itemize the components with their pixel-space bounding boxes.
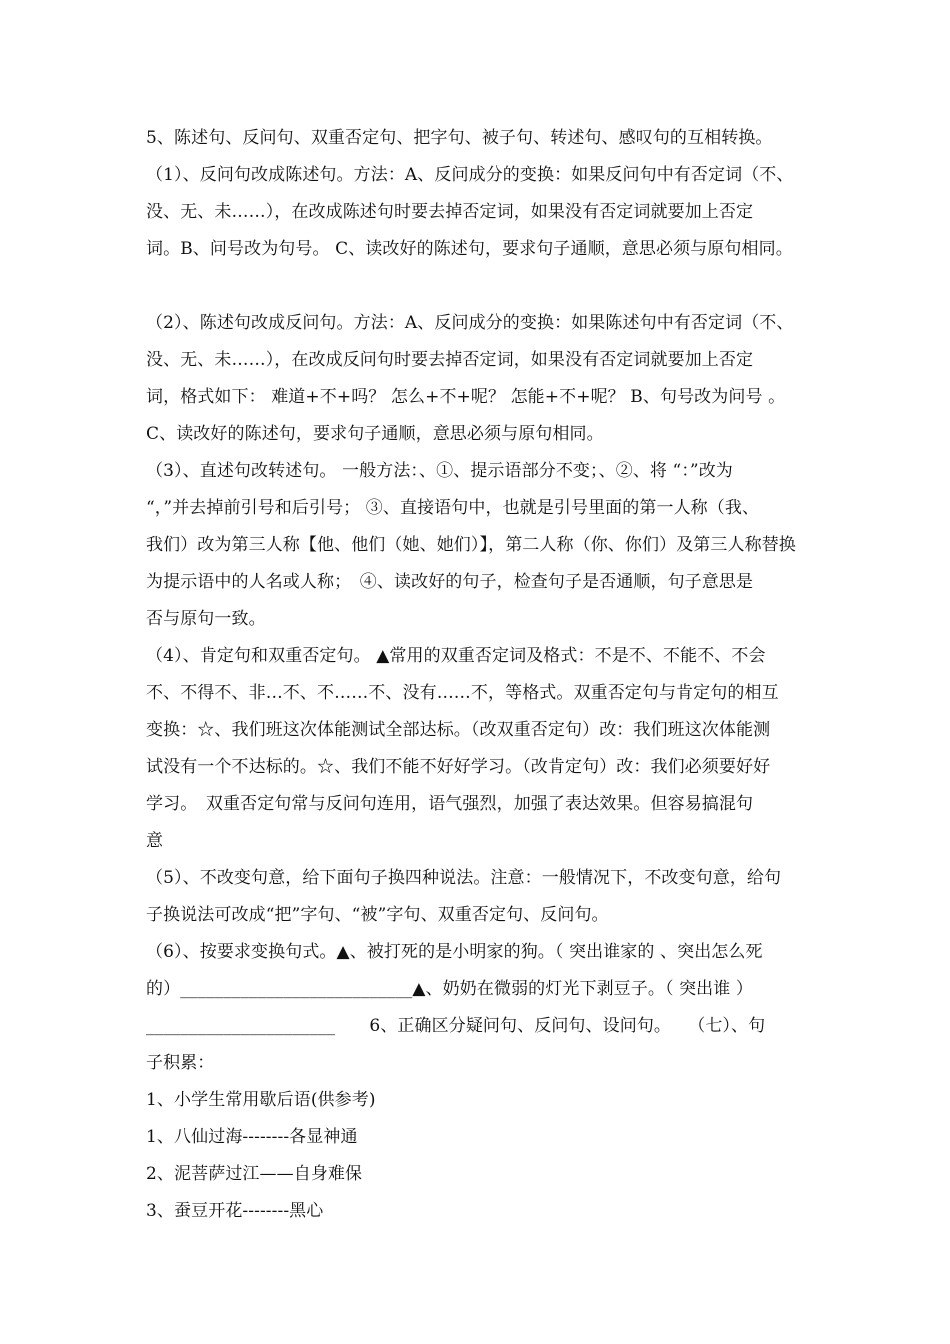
text-line: （6）、按要求变换句式。▲、被打死的是小明家的狗。（ 突出谁家的 、突出怎么死 xyxy=(146,942,763,962)
text-line: 我们）改为第三人称【他、他们（她、她们）】，第二人称（你、你们）及第三人称替换 xyxy=(146,535,796,555)
text-line: ______________________ 6、正确区分疑问句、反问句、设问句。 （七）、句 xyxy=(146,1016,766,1036)
text-line: 没、无、未……），在改成陈述句时要去掉否定词，如果没有否定词就要加上否定 xyxy=(146,202,754,222)
text-line: 变换：☆、我们班这次体能测试全部达标。（改双重否定句）改：我们班这次体能测 xyxy=(146,720,771,740)
text-line: 学习。 双重否定句常与反问句连用，语气强烈，加强了表达效果。但容易搞混句 xyxy=(146,794,754,814)
text-line: “，”并去掉前引号和后引号； ③、直接语句中，也就是引号里面的第一人称（我、 xyxy=(146,498,760,518)
text-line: 的）___________________________▲、奶奶在微弱的灯光下剥豆子。（ 突出谁 ） xyxy=(146,979,753,999)
text-line: （1）、反问句改成陈述句。方法：A、反问成分的变换：如果反问句中有否定词（不、 xyxy=(146,165,794,185)
text-line: 词。B、问号改为句号。 C、读改好的陈述句，要求句子通顺，意思必须与原句相同。 xyxy=(146,239,793,259)
text-line: （2）、陈述句改成反问句。方法：A、反问成分的变换：如果陈述句中有否定词（不、 xyxy=(146,313,794,333)
text-line: （5）、不改变句意，给下面句子换四种说法。注意：一般情况下，不改变句意，给句 xyxy=(146,868,782,888)
text-line: 1、小学生常用歇后语(供参考) xyxy=(146,1090,376,1110)
text-line: 5、陈述句、反问句、双重否定句、把字句、被子句、转述句、感叹句的互相转换。 xyxy=(146,128,773,148)
text-line: （4）、肯定句和双重否定句。 ▲常用的双重否定词及格式：不是不、不能不、不会 xyxy=(146,646,766,666)
text-line: 试没有一个不达标的。☆、我们不能不好好学习。（改肯定句）改：我们必须要好好 xyxy=(146,757,771,777)
text-line: 为提示语中的人名或人称； ④、读改好的句子，检查句子是否通顺，句子意思是 xyxy=(146,572,754,592)
text-line: 子积累： xyxy=(146,1053,215,1073)
text-line: 1、八仙过海--------各显神通 xyxy=(146,1127,358,1147)
text-line: 2、泥菩萨过江——自身难保 xyxy=(146,1164,363,1184)
document-body xyxy=(146,120,826,1230)
text-line: 词，格式如下： 难道+不+吗？ 怎么+不+呢？ 怎能+不+呢？ B、句号改为问号 。 xyxy=(146,387,786,407)
text-line: C、读改好的陈述句，要求句子通顺，意思必须与原句相同。 xyxy=(146,424,604,444)
text-line: 意 xyxy=(146,831,164,851)
text-line: 没、无、未……），在改成反问句时要去掉否定词，如果没有否定词就要加上否定 xyxy=(146,350,754,370)
blank-line xyxy=(146,268,826,305)
text-line: 3、蚕豆开花--------黑心 xyxy=(146,1201,324,1221)
text-line: 不、不得不、非…不、不……不、没有……不，等格式。双重否定句与肯定句的相互 xyxy=(146,683,779,703)
text-line: （3）、直述句改转述句。 一般方法：、①、提示语部分不变；、②、将 “：”改为 xyxy=(146,461,733,481)
text-line: 否与原句一致。 xyxy=(146,609,266,629)
text-line: 子换说法可改成“把”字句、“被”字句、双重否定句、反问句。 xyxy=(146,905,609,925)
